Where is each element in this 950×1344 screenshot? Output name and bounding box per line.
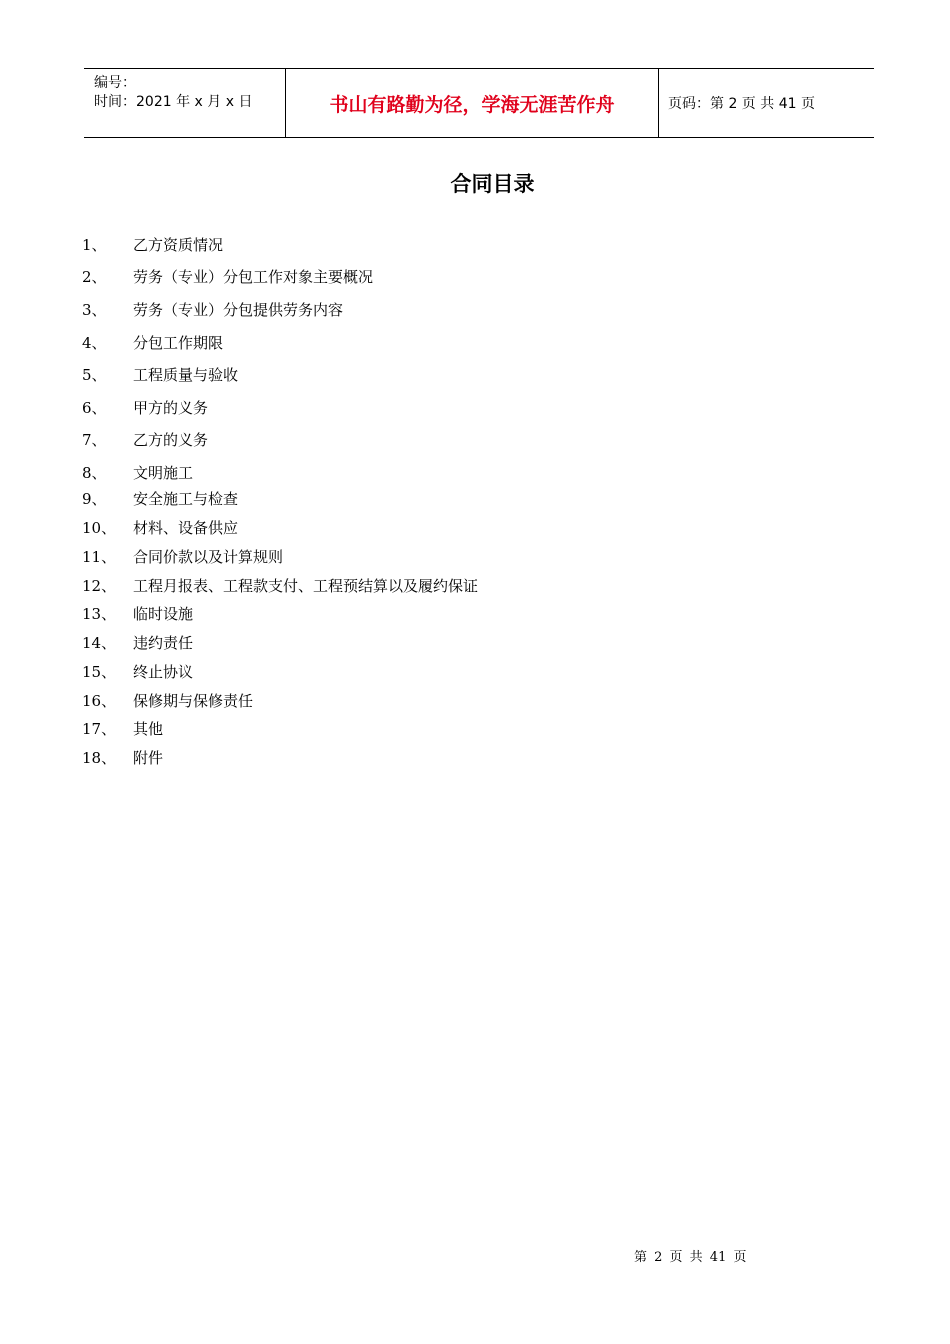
toc-item-text: 材料、设备供应 bbox=[133, 519, 239, 537]
toc-item-text: 安全施工与检查 bbox=[133, 490, 239, 508]
toc-item-number: 18、 bbox=[82, 749, 117, 767]
page-header bbox=[84, 68, 874, 138]
toc-item-text: 保修期与保修责任 bbox=[133, 692, 254, 710]
toc-item-text: 终止协议 bbox=[133, 663, 194, 681]
toc-item-number: 13、 bbox=[82, 605, 117, 623]
toc-item-text: 违约责任 bbox=[133, 634, 194, 652]
page-footer: 第 2 页 共 41 页 bbox=[634, 1250, 747, 1265]
date-line: 时间：2021 年 x 月 x 日 bbox=[94, 94, 253, 110]
toc-item-number: 6、 bbox=[82, 399, 107, 417]
page-title: 合同目录 bbox=[450, 172, 535, 196]
toc-item-number: 5、 bbox=[82, 366, 107, 384]
header-meta-cell bbox=[84, 69, 286, 137]
toc-item-text: 劳务（专业）分包工作对象主要概况 bbox=[133, 268, 374, 286]
toc-item-text: 乙方资质情况 bbox=[133, 236, 224, 254]
toc-item-number: 17、 bbox=[82, 720, 117, 738]
toc-item-number: 1、 bbox=[82, 236, 107, 254]
toc-item-number: 14、 bbox=[82, 634, 117, 652]
header-page-info: 页码：第 2 页 共 41 页 bbox=[668, 96, 815, 112]
toc-item-number: 12、 bbox=[82, 577, 117, 595]
toc-item-number: 10、 bbox=[82, 519, 117, 537]
toc-item-text: 文明施工 bbox=[133, 464, 194, 482]
toc-item-text: 乙方的义务 bbox=[133, 431, 209, 449]
toc-item-text: 合同价款以及计算规则 bbox=[133, 548, 284, 566]
toc-item-number: 7、 bbox=[82, 431, 107, 449]
toc-item-text: 甲方的义务 bbox=[133, 399, 209, 417]
toc-item-number: 11、 bbox=[82, 548, 117, 566]
toc-item-text: 工程月报表、工程款支付、工程预结算以及履约保证 bbox=[133, 577, 479, 595]
toc-item-number: 16、 bbox=[82, 692, 117, 710]
toc-item-number: 4、 bbox=[82, 334, 107, 352]
toc-item-text: 分包工作期限 bbox=[133, 334, 224, 352]
header-motto: 书山有路勤为径，学海无涯苦作舟 bbox=[286, 69, 659, 137]
toc-item-text: 劳务（专业）分包提供劳务内容 bbox=[133, 301, 344, 319]
toc-item-number: 3、 bbox=[82, 301, 107, 319]
serial-label: 编号： bbox=[94, 75, 136, 91]
toc-item-number: 2、 bbox=[82, 268, 107, 286]
toc-item-text: 临时设施 bbox=[133, 605, 194, 623]
toc-item-number: 8、 bbox=[82, 464, 107, 482]
toc-item-text: 其他 bbox=[133, 720, 164, 738]
toc-item-text: 工程质量与验收 bbox=[133, 366, 239, 384]
toc-item-number: 9、 bbox=[82, 490, 107, 508]
toc-item-number: 15、 bbox=[82, 663, 117, 681]
toc-item-text: 附件 bbox=[133, 749, 164, 767]
